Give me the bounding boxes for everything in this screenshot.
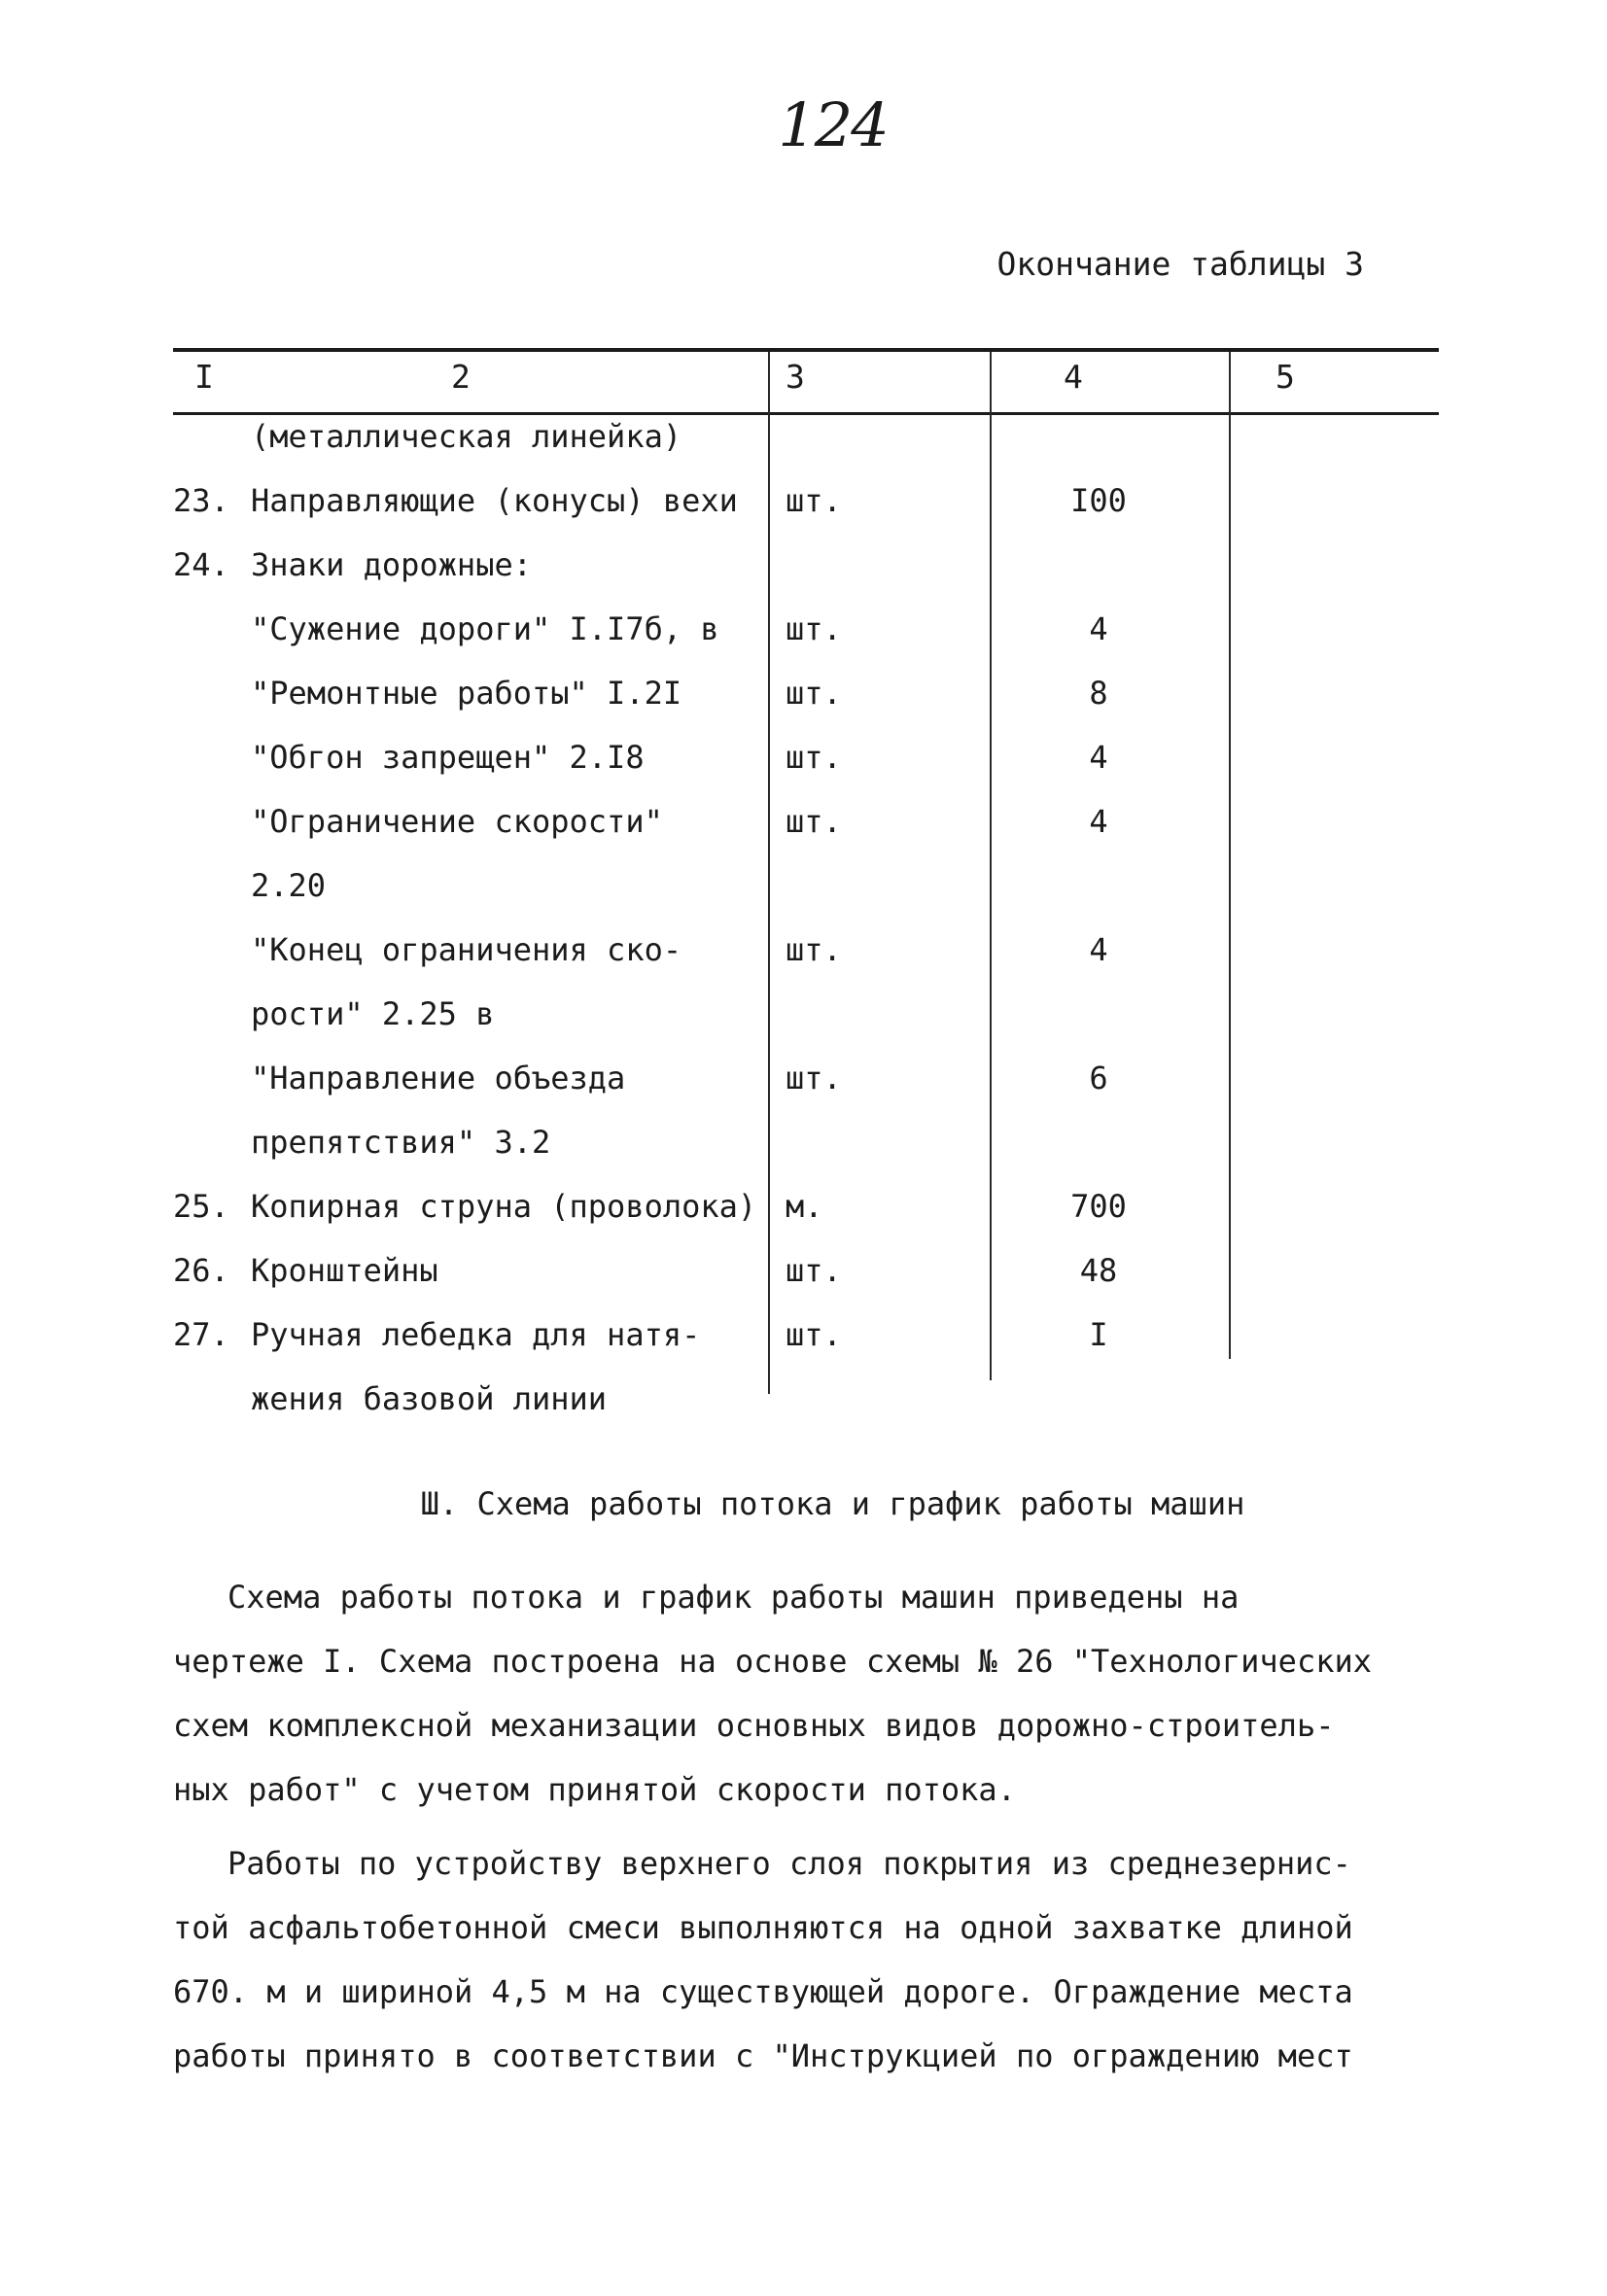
row-name: "Ограничение скорости": [251, 803, 663, 840]
row-unit: шт.: [786, 675, 842, 712]
row-quantity: 4: [1089, 931, 1108, 968]
row-quantity: 6: [1089, 1060, 1108, 1096]
table-row: [0, 546, 1607, 605]
table-row: [0, 739, 1607, 797]
row-name: Направляющие (конусы) вехи: [251, 482, 738, 519]
row-name: (металлическая линейка): [251, 418, 682, 455]
paragraph-line: работы принято в соответствии с "Инструкцией по ограждению мест: [173, 2037, 1353, 2074]
row-unit: шт.: [786, 610, 842, 647]
row-name: "Сужение дороги" I.I7б, в: [251, 610, 719, 647]
row-number: 26.: [173, 1252, 229, 1289]
row-unit: шт.: [786, 482, 842, 519]
page-number: 124: [778, 89, 888, 160]
paragraph-line: той асфальтобетонной смеси выполняются на одной захватке длиной: [173, 1909, 1353, 1946]
paragraph: [173, 1831, 1437, 2088]
row-quantity: 8: [1089, 675, 1108, 712]
row-unit: шт.: [786, 739, 842, 776]
row-unit: шт.: [786, 1060, 842, 1096]
row-name: жения базовой линии: [251, 1380, 608, 1417]
row-name: рости" 2.25 в: [251, 995, 495, 1032]
table-row: [0, 1124, 1607, 1182]
row-number: 23.: [173, 482, 229, 519]
table-caption: Окончание таблицы 3: [996, 245, 1364, 283]
column-header: I: [194, 358, 214, 396]
table-row: [0, 803, 1607, 861]
paragraph-line: схем комплексной механизации основных видов дорожно-строитель-: [173, 1707, 1335, 1744]
row-unit: шт.: [786, 931, 842, 968]
row-unit: шт.: [786, 1316, 842, 1353]
row-quantity: 48: [1079, 1252, 1118, 1289]
row-name: Кронштейны: [251, 1252, 438, 1289]
row-quantity: 700: [1070, 1188, 1127, 1225]
table-row: [0, 482, 1607, 540]
row-number: 25.: [173, 1188, 229, 1225]
paragraph-line: Работы по устройству верхнего слоя покрытия из среднезернис-: [227, 1845, 1351, 1882]
row-name: Ручная лебедка для натя-: [251, 1316, 701, 1353]
row-quantity: I00: [1070, 482, 1127, 519]
paragraph-line: 670. м и шириной 4,5 м на существующей дороге. Ограждение места: [173, 1973, 1353, 2010]
table-row: [0, 1060, 1607, 1118]
row-name: Знаки дорожные:: [251, 546, 532, 583]
table-row: [0, 995, 1607, 1054]
table-row: [0, 867, 1607, 925]
table-row: [0, 1188, 1607, 1246]
row-quantity: 4: [1089, 803, 1108, 840]
table-row: [0, 675, 1607, 733]
row-name: "Обгон запрещен" 2.I8: [251, 739, 645, 776]
paragraph-line: Схема работы потока и график работы машин приведены на: [227, 1579, 1240, 1616]
row-number: 27.: [173, 1316, 229, 1353]
table-row: [0, 1380, 1607, 1439]
table-row: [0, 1252, 1607, 1310]
row-name: препятствия" 3.2: [251, 1124, 551, 1161]
column-header: 4: [1064, 358, 1083, 396]
row-name: 2.20: [251, 867, 327, 904]
row-unit: м.: [786, 1188, 823, 1225]
row-quantity: I: [1089, 1316, 1108, 1353]
row-unit: шт.: [786, 1252, 842, 1289]
column-header: 5: [1275, 358, 1295, 396]
table-row: [0, 931, 1607, 990]
column-header: 3: [786, 358, 805, 396]
table-row: [0, 418, 1607, 476]
row-quantity: 4: [1089, 739, 1108, 776]
paragraph: [173, 1565, 1437, 1822]
row-name: "Направление объезда: [251, 1060, 626, 1096]
section-heading: Ш. Схема работы потока и график работы машин: [420, 1485, 1245, 1522]
row-name: "Ремонтные работы" I.2I: [251, 675, 682, 712]
row-number: 24.: [173, 546, 229, 583]
column-header: 2: [451, 358, 471, 396]
paragraph-line: чертеже I. Схема построена на основе схемы № 26 "Технологических: [173, 1643, 1372, 1680]
row-quantity: 4: [1089, 610, 1108, 647]
table-header-rule: [173, 412, 1439, 415]
row-unit: шт.: [786, 803, 842, 840]
row-name: "Конец ограничения ско-: [251, 931, 682, 968]
table-row: [0, 610, 1607, 669]
paragraph-line: ных работ" с учетом принятой скорости потока.: [173, 1771, 1016, 1808]
row-name: Копирная струна (проволока): [251, 1188, 757, 1225]
table-row: [0, 1316, 1607, 1374]
table-top-rule: [173, 348, 1439, 352]
